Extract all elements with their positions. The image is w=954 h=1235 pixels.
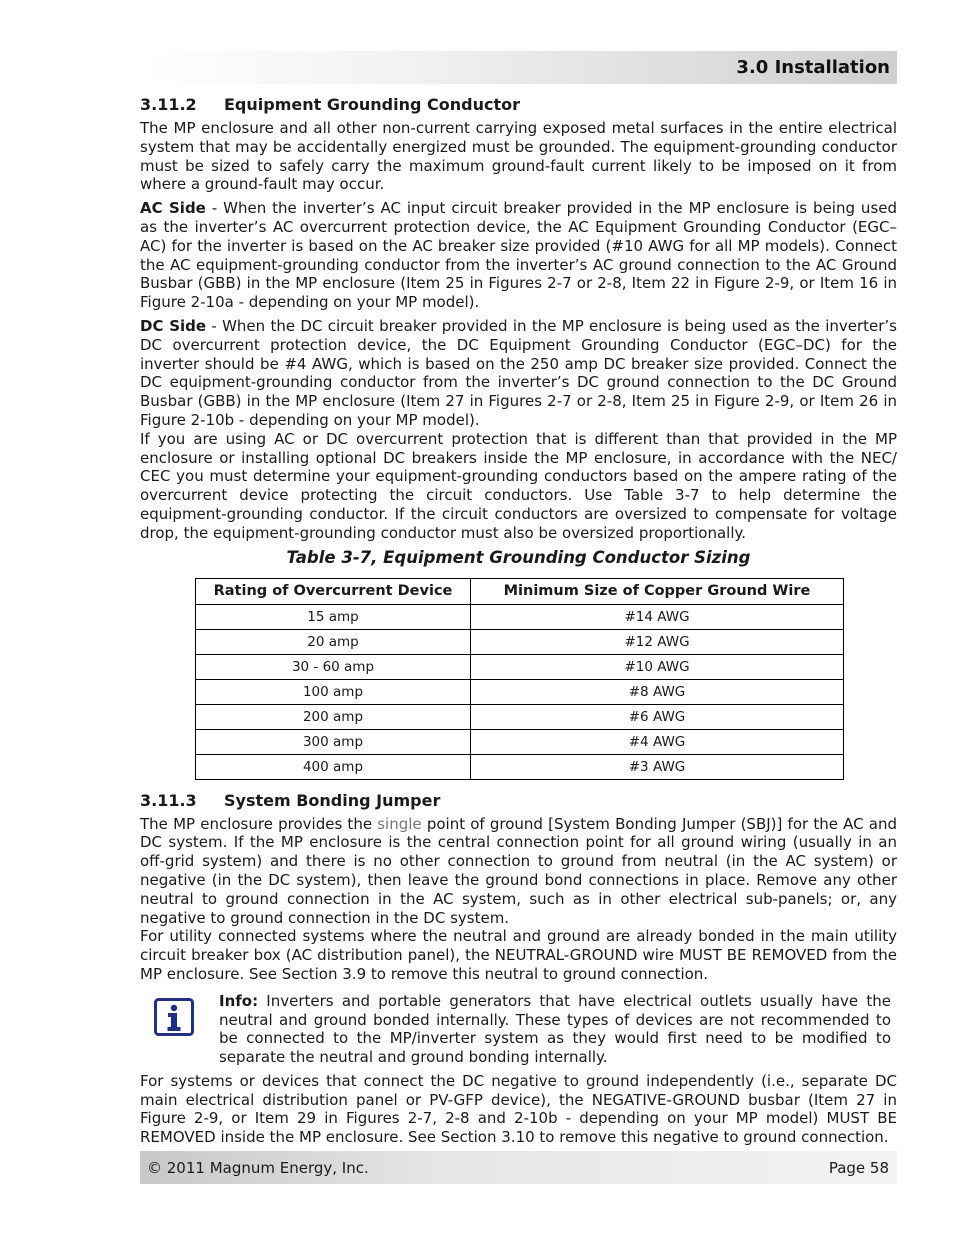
section-title: System Bonding Jumper [224,790,441,810]
sbj-intro-paragraph [140,815,897,928]
page-content [140,92,897,1147]
section-number: 3.11.3 [140,790,197,810]
rating-cell: 400 amp [196,754,471,779]
page-number: Page 58 [828,1159,889,1177]
section-heading-egc [140,94,897,116]
rating-cell: 15 amp [196,604,471,629]
wire-size-cell: #8 AWG [471,679,844,704]
dc-side-paragraph [140,317,897,430]
wire-size-cell: #4 AWG [471,729,844,754]
wire-size-cell: #14 AWG [471,604,844,629]
copyright-text: © 2011 Magnum Energy, Inc. [147,1159,369,1177]
utility-paragraph: For utility connected systems where the neutral and ground are already bonded in the main utility circuit breaker box (AC distribution panel), the NEUTRAL-GROUND wire MUST BE REMOVED from the MP enclosure. See Section 3.9 to remove this neutral to ground connection. [140,927,897,983]
dc-side-label: DC Side [140,316,207,335]
nec-paragraph: If you are using AC or DC overcurrent protection that is different than that provided in the MP enclosure or installing optional DC breakers inside the MP enclosure, in accordance with the NEC/ CEC you must determine your equipment-grounding conductors based on the ampere rating of the overcurrent device protecting the circuit conductors. Use Table 3-7 to help determine the equipment-grounding conductor. If the circuit conductors are oversized to compensate for voltage drop, the equipment-grounding conductor must also be oversized proportionally. [140,429,897,542]
section-number: 3.11.2 [140,95,197,114]
info-icon [154,998,194,1036]
ac-side-label: AC Side [140,199,206,218]
column-header-rating: Rating of Overcurrent Device [196,578,471,604]
info-note [140,992,897,1067]
chapter-title: 3.0 Installation [736,57,890,78]
ac-side-text: - When the inverter’s AC input circuit breaker provided in the MP enclosure is being used as the inverter’s AC overcurrent protection device, the AC Equipment Grounding Conductor (EGC–AC) for the inverter is based on the AC breaker size provided (#10 AWG for all MP models). Connect the AC equipment-grounding conductor from the inverter’s AC ground connection to the AC Ground Busbar (GBB) in the MP enclosure (Item 25 in Figures 2-7 or 2-8, Item 22 in Figure 2-9, or Item 16 in Figure 2-10a - depending on your MP model). [140,199,898,312]
wire-size-cell: #10 AWG [471,654,844,679]
grounding-conductor-table [195,578,844,780]
table-row [196,729,844,754]
table-row [196,604,844,629]
section-heading-sbj [140,790,897,812]
egc-intro-paragraph: The MP enclosure and all other non-current carrying exposed metal surfaces in the entire electrical system that may be accidentally energized must be grounded. The equipment-grounding conductor must be sized to safely carry the maximum ground-fault current likely to be imposed on it from where a ground-fault may occur. [140,119,897,194]
single-word: single [377,814,422,833]
section-title: Equipment Grounding Conductor [224,95,520,114]
negative-ground-paragraph: For systems or devices that connect the DC negative to ground independently (i.e., separate DC main electrical distribution panel or PV-GFP device), the NEGATIVE-GROUND busbar (Item 27 in Figure 2-9, or Item 29 in Figures 2-7, 2-8 and 2-10b - depending on your MP model) MUST BE REMOVED inside the MP enclosure. See Section 3.10 to remove this negative to ground connection. [140,1071,897,1147]
wire-size-cell: #6 AWG [471,704,844,729]
rating-cell: 20 amp [196,629,471,654]
table-row [196,754,844,779]
wire-size-cell: #3 AWG [471,754,844,779]
wire-size-cell: #12 AWG [471,629,844,654]
rating-cell: 30 - 60 amp [196,654,471,679]
info-label: Info: [219,991,259,1010]
rating-cell: 200 amp [196,704,471,729]
column-header-wire-size: Minimum Size of Copper Ground Wire [471,578,844,604]
table-row [196,629,844,654]
table-row [196,679,844,704]
ac-side-paragraph [140,199,897,312]
rating-cell: 300 amp [196,729,471,754]
table-header-row [196,578,844,604]
sbj-text-b: point of ground [System Bonding Jumper (SBJ)] for the AC and DC system. If the MP enclosure is the central connection point for all ground wiring (usually in an off-grid system) and there is no other connection to ground from neutral (in the AC system) or negative (in the DC system), then leave the ground bond connections in place. Remove any other neutral to ground connection in the AC system, such as in other electrical sub-panels; or, any negative to ground connection in the DC system. [140,814,897,927]
rating-cell: 100 amp [196,679,471,704]
page-footer [140,1151,897,1184]
table-caption: Table 3-7, Equipment Grounding Conductor Sizing [286,547,751,567]
chapter-header-bar [140,51,897,84]
table-row [196,654,844,679]
sbj-text-a: The MP enclosure provides the [140,814,378,833]
dc-side-text: - When the DC circuit breaker provided in the MP enclosure is being used as the inverter’s DC overcurrent protection device, the DC Equipment Grounding Conductor (EGC–DC) for the inverter should be #4 AWG, which is based on the 250 amp DC breaker size provided. Connect the DC equipment-grounding conductor from the inverter’s DC ground connection to the DC Ground Busbar (GBB) in the MP enclosure (Item 27 in Figures 2-7 or 2-8, Item 25 in Figure 2-9, or Item 26 in Figure 2-10b - depending on your MP model). [140,316,897,429]
info-body: Inverters and portable generators that have electrical outlets usually have the neutral and ground bonded internally. These types of devices are not recommended to be connected to the MP/inverter system as they would first need to be modified to separate the neutral and ground bonding internally. [219,991,891,1067]
table-row [196,704,844,729]
info-text [219,992,891,1067]
